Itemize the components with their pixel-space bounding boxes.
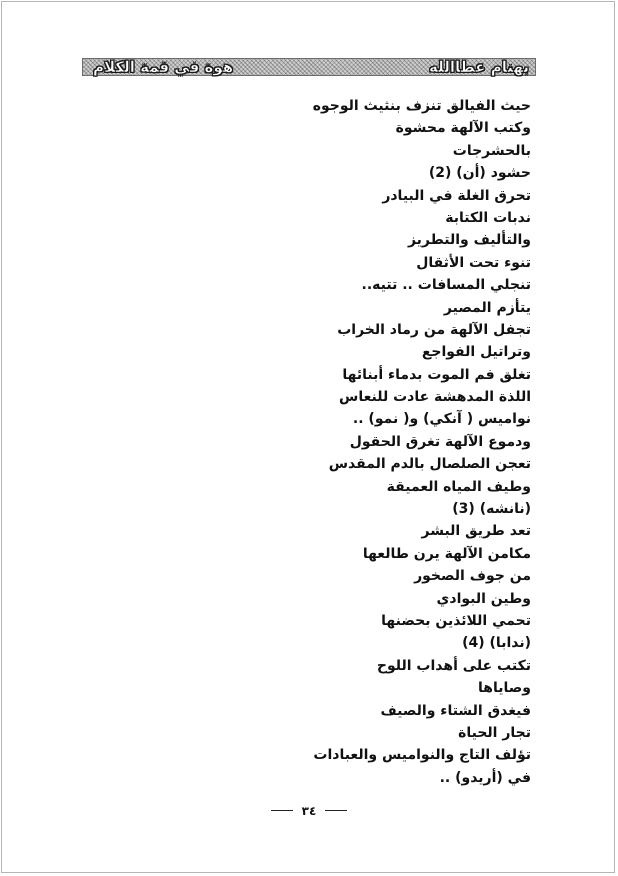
page-footer: [0, 800, 618, 820]
poem-line: تنوء تحت الأثقال: [416, 254, 531, 271]
running-header: [82, 58, 536, 76]
poem-line: وطين البوادي: [436, 590, 531, 607]
poem-line: تجفل الآلهة من رماد الخراب: [337, 321, 531, 338]
poem-body: [211, 95, 531, 789]
poem-line: تجار الحياة: [458, 724, 531, 741]
poem-line: فيغدق الشتاء والصيف: [380, 702, 531, 719]
header-author: بهنام عطاالله: [429, 58, 529, 76]
poem-line: تعد طريق البشر: [421, 523, 531, 540]
poem-line: وطيف المياه العميقة: [386, 478, 531, 495]
page-number: ٣٤: [301, 803, 317, 818]
poem-line: تنجلي المسافات .. تتيه..: [361, 277, 531, 294]
poem-line: نواميس ( آنكي) و( نمو) ..: [352, 411, 531, 428]
poem-line: تحمي اللائذين بحضنها: [381, 612, 531, 629]
poem-line: اللذة المدهشة عادت للنعاس: [339, 389, 531, 406]
poem-line: وصاياها: [478, 680, 531, 697]
poem-line: مكامن الآلهة يرن طالعها: [362, 545, 531, 562]
header-book-title: هوة في قمة الكلام: [93, 58, 234, 76]
poem-line: وتراتيل الفواجع: [421, 344, 531, 361]
poem-line: ندبات الكتابة: [445, 209, 531, 226]
poem-line: (ندابا) (4): [462, 635, 531, 652]
poem-line: بالحشرجات: [452, 142, 531, 159]
poem-line: تعجن الصلصال بالدم المقدس: [328, 456, 531, 473]
poem-line: يتأزم المصير: [443, 299, 531, 316]
poem-line: والتأليف والتطريز: [407, 232, 531, 249]
poem-line: ودموع الآلهة تغرق الحقول: [349, 433, 531, 450]
poem-line: (نانشه) (3): [452, 501, 531, 518]
poem-line: في (أريدو) ..: [439, 769, 531, 786]
footer-rule-right: [325, 810, 347, 811]
footer-rule-left: [271, 810, 293, 811]
poem-line: تؤلف التاج والنواميس والعبادات: [313, 747, 531, 764]
poem-line: تكتب على أهداب اللوح: [376, 657, 531, 674]
poem-line: وكتب الآلهة محشوة: [395, 120, 531, 137]
poem-line: تغلق فم الموت بدماء أبنائها: [342, 366, 531, 383]
poem-line: من جوف الصخور: [414, 568, 531, 585]
poem-line: حيث الفيالق تنزف بنثيث الوجوه: [312, 98, 531, 114]
poem-line: حشود (أن) (2): [428, 165, 531, 182]
poem-line: تحرق الغلة في البيادر: [382, 187, 531, 204]
